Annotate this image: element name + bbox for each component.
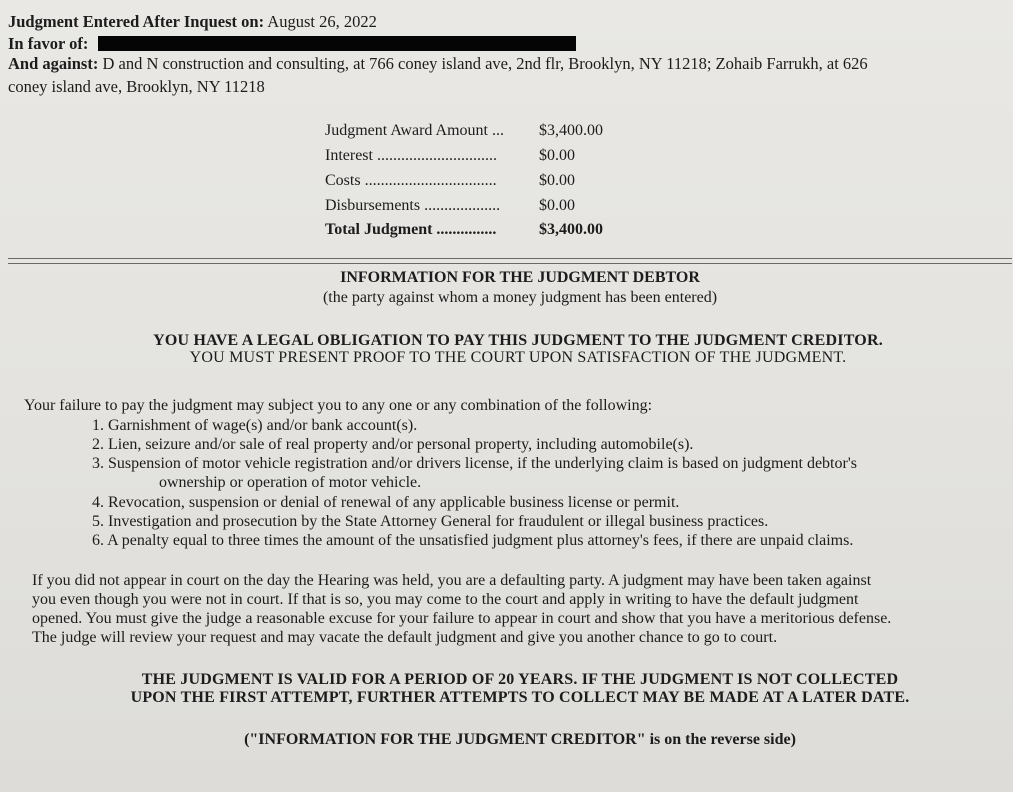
obligation-line-2: YOU MUST PRESENT PROOF TO THE COURT UPON SATISFACTION OF THE JUDGMENT. <box>189 349 847 366</box>
redaction-bar <box>98 36 576 51</box>
amount-value: $3,400.00 <box>539 221 603 238</box>
list-item: 6. A penalty equal to three times the amount of the unsatisfied judgment plus attorney's fees, if there are unpaid claims. <box>92 532 854 549</box>
reverse-side-note: ("INFORMATION FOR THE JUDGMENT CREDITOR" is on the reverse side) <box>244 731 796 748</box>
paragraph-line: If you did not appear in court on the day the Hearing was held, you are a defaulting party. A judgment may have been taken against <box>32 572 872 589</box>
amount-row-interest <box>325 145 575 167</box>
validity-line-2: UPON THE FIRST ATTEMPT, FURTHER ATTEMPTS TO COLLECT MAY BE MADE AT A LATER DATE. <box>130 689 910 706</box>
list-item: 1. Garnishment of wage(s) and/or bank account(s). <box>92 417 418 434</box>
list-item-continuation: ownership or operation of motor vehicle. <box>159 474 422 491</box>
judgment-entered-line <box>8 12 377 32</box>
amount-label: Interest .............................. <box>325 147 497 164</box>
info-title: INFORMATION FOR THE JUDGMENT DEBTOR <box>340 269 700 286</box>
validity-line-1: THE JUDGMENT IS VALID FOR A PERIOD OF 20 YEARS. IF THE JUDGMENT IS NOT COLLECTED <box>141 671 899 688</box>
list-item: 3. Suspension of motor vehicle registration and/or drivers license, if the underlying claim is based on judgment debtor's <box>92 455 857 472</box>
amount-label: Judgment Award Amount ... <box>325 122 504 139</box>
obligation-line-1: YOU HAVE A LEGAL OBLIGATION TO PAY THIS JUDGMENT TO THE JUDGMENT CREDITOR. <box>153 332 883 349</box>
judgment-date: August 26, 2022 <box>267 12 377 31</box>
paragraph-line: opened. You must give the judge a reasonable excuse for your failure to appear in court and show that you have a meritorious defense. <box>32 610 892 627</box>
amount-value: $3,400.00 <box>539 122 603 139</box>
against-party-text-1: D and N construction and consulting, at 766 coney island ave, 2nd flr, Brooklyn, NY 11218; Zohaib Farrukh, at 626 <box>102 54 868 73</box>
amount-row-disbursements <box>325 195 575 217</box>
paragraph-line: The judge will review your request and may vacate the default judgment and give you another chance to go to court. <box>32 629 778 646</box>
amount-value: $0.00 <box>539 172 575 189</box>
list-item: 4. Revocation, suspension or denial of renewal of any applicable business license or permit. <box>92 494 680 511</box>
amount-label: Costs ................................. <box>325 172 497 189</box>
against-label: And against: <box>8 54 99 73</box>
list-item: 2. Lien, seizure and/or sale of real property and/or personal property, including automobile(s). <box>92 436 694 453</box>
amount-label: Disbursements ................... <box>325 197 501 214</box>
against-party-text-2: coney island ave, Brooklyn, NY 11218 <box>8 77 265 96</box>
amount-row-costs <box>325 170 575 192</box>
amount-row-total <box>325 219 603 241</box>
amount-value: $0.00 <box>539 147 575 164</box>
amount-value: $0.00 <box>539 197 575 214</box>
in-favor-label: In favor of: <box>8 34 89 53</box>
default-paragraph <box>32 571 1007 647</box>
amount-row-award <box>325 120 603 142</box>
failure-intro: Your failure to pay the judgment may subject you to any one or any combination of the following: <box>24 397 653 414</box>
paragraph-line: you even though you were not in court. If that is so, you may come to the court and apply in writing to have the default judgment <box>32 591 859 608</box>
info-subtitle: (the party against whom a money judgment has been entered) <box>322 289 718 306</box>
divider-rule-top <box>8 258 1012 259</box>
divider-rule-bottom <box>8 263 1012 264</box>
list-item: 5. Investigation and prosecution by the State Attorney General for fraudulent or illegal business practices. <box>92 513 769 530</box>
amount-label: Total Judgment ............... <box>325 221 497 238</box>
in-favor-line <box>8 34 576 54</box>
judgment-entered-label: Judgment Entered After Inquest on: <box>8 12 265 31</box>
against-line-1 <box>8 54 868 74</box>
